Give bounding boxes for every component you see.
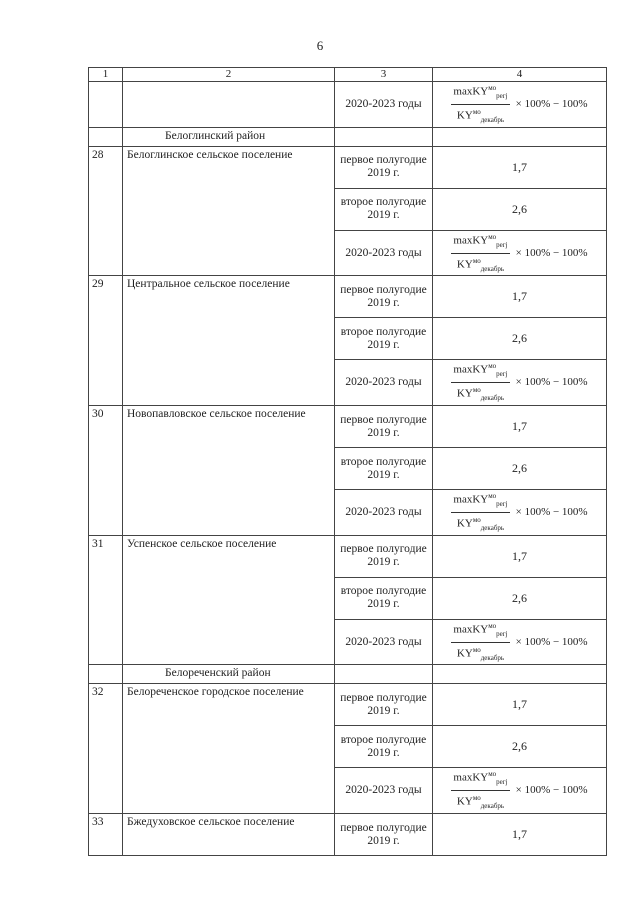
formula-num-main: maxKY — [453, 234, 489, 247]
formula-den-main: KY — [456, 387, 473, 400]
value-cell: 2,6 — [433, 577, 607, 619]
formula-den-main: KY — [456, 795, 473, 808]
formula-den-main: KY — [456, 647, 473, 660]
formula-denominator — [455, 643, 506, 665]
value-cell — [433, 665, 607, 684]
formula-den-sup: мо — [472, 645, 481, 654]
formula-den-sub: декабрь — [480, 115, 505, 124]
formula-cell — [433, 490, 607, 536]
formula-den-sub: декабрь — [480, 523, 505, 532]
formula-num-main: maxKY — [453, 623, 489, 636]
formula-den-sub: декабрь — [480, 394, 505, 403]
formula-tail: × 100% − 100% — [515, 97, 588, 110]
formula-numerator — [451, 360, 509, 383]
formula-den-sub: декабрь — [480, 653, 505, 662]
formula-tail: × 100% − 100% — [515, 376, 588, 389]
formula-num-main: maxKY — [453, 85, 489, 98]
entity-period-row — [89, 535, 607, 577]
formula-cell — [433, 230, 607, 276]
formula-den-main: KY — [456, 258, 473, 271]
value-cell: 1,7 — [433, 146, 607, 188]
district-name: Белоглинский район — [165, 129, 266, 142]
number-cell — [89, 82, 123, 128]
row-number: 33 — [89, 814, 123, 856]
period-cell: 2020-2023 годы — [335, 768, 433, 814]
formula-tail: × 100% − 100% — [515, 505, 588, 518]
formula-tail: × 100% − 100% — [515, 784, 588, 797]
formula-numerator — [451, 231, 509, 254]
formula-fraction — [451, 231, 509, 276]
settlement-name: Успенское сельское поселение — [123, 535, 335, 665]
formula-num-sup: мо — [488, 84, 497, 92]
formula-cell — [433, 360, 607, 406]
value-cell: 2,6 — [433, 318, 607, 360]
formula-numerator — [451, 620, 509, 643]
formula-denominator — [455, 105, 506, 127]
period-cell: первое полугодие 2019 г. — [335, 276, 433, 318]
growth-formula — [451, 360, 587, 405]
formula-den-sub: декабрь — [480, 264, 505, 273]
value-cell: 1,7 — [433, 684, 607, 726]
number-cell — [89, 665, 123, 684]
continuation-row — [89, 82, 607, 128]
formula-num-sub: регj — [496, 91, 508, 100]
growth-formula — [451, 620, 587, 665]
formula-den-sup: мо — [472, 386, 481, 395]
value-cell: 2,6 — [433, 448, 607, 490]
formula-num-sup: мо — [488, 232, 497, 241]
formula-tail: × 100% − 100% — [515, 635, 588, 648]
period-cell: второе полугодие 2019 г. — [335, 726, 433, 768]
growth-formula — [451, 82, 587, 127]
formula-den-main: KY — [456, 109, 473, 122]
period-cell: первое полугодие 2019 г. — [335, 684, 433, 726]
formula-denominator — [455, 791, 506, 813]
settlement-name: Центральное сельское поселение — [123, 276, 335, 406]
value-cell: 2,6 — [433, 726, 607, 768]
formula-tail: × 100% − 100% — [515, 246, 588, 259]
period-cell: 2020-2023 годы — [335, 82, 433, 128]
formula-cell — [433, 768, 607, 814]
row-number: 31 — [89, 535, 123, 665]
settlement-name: Белоглинское сельское поселение — [123, 146, 335, 276]
period-cell: 2020-2023 годы — [335, 490, 433, 536]
formula-num-sup: мо — [488, 492, 497, 501]
formula-den-sup: мо — [472, 515, 481, 524]
formula-num-sub: регj — [496, 240, 508, 249]
value-cell: 1,7 — [433, 535, 607, 577]
period-cell: второе полугодие 2019 г. — [335, 318, 433, 360]
header-row — [89, 68, 607, 82]
page-number: 6 — [316, 38, 324, 53]
entity-period-row — [89, 146, 607, 188]
formula-den-sub: декабрь — [480, 802, 505, 811]
settlement-name: Новопавловское сельское поселение — [123, 406, 335, 536]
period-cell: второе полугодие 2019 г. — [335, 577, 433, 619]
formula-denominator — [455, 383, 506, 405]
formula-num-sub: регj — [496, 499, 508, 508]
period-cell: первое полугодие 2019 г. — [335, 814, 433, 856]
row-number: 29 — [89, 276, 123, 406]
settlement-name: Белореченское городское поселение — [123, 684, 335, 814]
column-header: 2 — [123, 68, 335, 82]
formula-num-sub: регj — [496, 370, 508, 379]
district-row — [89, 127, 607, 146]
period-cell: первое полугодие 2019 г. — [335, 535, 433, 577]
district-name-cell — [123, 127, 335, 146]
formula-num-main: maxKY — [453, 364, 489, 377]
value-cell: 1,7 — [433, 276, 607, 318]
formula-num-sub: регj — [496, 629, 508, 638]
formula-fraction — [451, 82, 509, 127]
formula-fraction — [451, 490, 509, 535]
value-cell: 2,6 — [433, 188, 607, 230]
formula-den-sup: мо — [472, 256, 481, 265]
formula-denominator — [455, 254, 506, 276]
name-cell — [123, 82, 335, 128]
entity-period-row — [89, 406, 607, 448]
row-number: 30 — [89, 406, 123, 536]
district-name-cell — [123, 665, 335, 684]
period-cell: второе полугодие 2019 г. — [335, 448, 433, 490]
formula-cell — [433, 619, 607, 665]
formula-fraction — [451, 768, 509, 813]
column-header: 4 — [433, 68, 607, 82]
growth-formula — [451, 490, 587, 535]
settlement-name: Бжедуховское сельское поселение — [123, 814, 335, 856]
district-name: Белореченский район — [165, 667, 271, 680]
period-cell: второе полугодие 2019 г. — [335, 188, 433, 230]
formula-num-main: maxKY — [453, 493, 489, 506]
entity-period-row — [89, 684, 607, 726]
value-cell: 1,7 — [433, 814, 607, 856]
formula-numerator — [451, 82, 509, 105]
period-cell: 2020-2023 годы — [335, 230, 433, 276]
formula-numerator — [451, 768, 509, 791]
entity-period-row — [89, 276, 607, 318]
column-header: 3 — [335, 68, 433, 82]
period-cell: 2020-2023 годы — [335, 619, 433, 665]
district-row — [89, 665, 607, 684]
formula-num-sup: мо — [488, 362, 497, 371]
formula-denominator — [455, 513, 506, 535]
period-cell — [335, 665, 433, 684]
period-cell: 2020-2023 годы — [335, 360, 433, 406]
number-cell — [89, 127, 123, 146]
formula-fraction — [451, 620, 509, 665]
formula-num-sub: регj — [496, 778, 508, 787]
period-cell — [335, 127, 433, 146]
row-number: 32 — [89, 684, 123, 814]
formula-den-sup: мо — [472, 107, 481, 116]
growth-formula — [451, 768, 587, 813]
growth-formula — [451, 231, 587, 276]
period-cell: первое полугодие 2019 г. — [335, 146, 433, 188]
formula-den-sup: мо — [472, 794, 481, 803]
column-header: 1 — [89, 68, 123, 82]
value-cell: 1,7 — [433, 406, 607, 448]
row-number: 28 — [89, 146, 123, 276]
period-cell: первое полугодие 2019 г. — [335, 406, 433, 448]
entity-period-row — [89, 814, 607, 856]
formula-den-main: KY — [456, 517, 473, 530]
formula-numerator — [451, 490, 509, 513]
formula-cell — [433, 82, 607, 128]
formula-num-sup: мо — [488, 621, 497, 630]
formula-num-sup: мо — [488, 770, 497, 779]
formula-fraction — [451, 360, 509, 405]
value-cell — [433, 127, 607, 146]
formula-num-main: maxKY — [453, 772, 489, 785]
document-table — [88, 67, 607, 856]
